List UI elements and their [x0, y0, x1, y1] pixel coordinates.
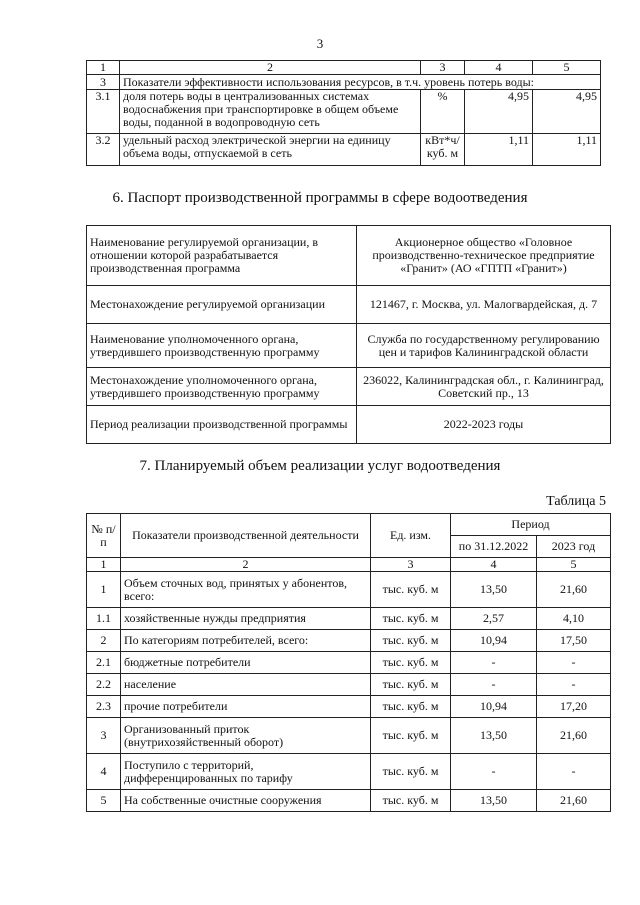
- passport-table: [86, 225, 611, 444]
- col-number: 4: [465, 61, 533, 75]
- col-number: 1: [87, 558, 121, 572]
- table-head-row: [87, 514, 611, 536]
- section-title: Показатели эффективности использования ресурсов, в т.ч. уровень потерь воды:: [120, 75, 601, 90]
- column-number-row: [87, 558, 611, 572]
- table-row: [87, 134, 601, 166]
- passport-value: 236022, Калининградская обл., г. Калининград, Советский пр., 13: [357, 368, 611, 406]
- row-unit: кВт*ч/ куб. м: [421, 134, 465, 166]
- table-row: [87, 652, 611, 674]
- row-value: 4,95: [465, 90, 533, 134]
- col-number: 5: [537, 558, 611, 572]
- passport-value: Акционерное общество «Головное производственно-техническое предприятие «Гранит» (АО «ГПТП «Гранит»): [357, 226, 611, 286]
- col-number: 1: [87, 61, 120, 75]
- row-unit: тыс. куб. м: [371, 696, 451, 718]
- row-value: -: [537, 652, 611, 674]
- section-6-title: 6. Паспорт производственной программы в сфере водоотведения: [112, 190, 528, 206]
- table-row: [87, 572, 611, 608]
- row-number: 2.3: [87, 696, 121, 718]
- row-name: прочие потребители: [121, 696, 371, 718]
- table-row: [87, 608, 611, 630]
- row-value: 17,50: [537, 630, 611, 652]
- page-number: 3: [316, 36, 324, 51]
- row-value: 21,60: [537, 790, 611, 812]
- row-number: 5: [87, 790, 121, 812]
- row-name: удельный расход электрической энергии на единицу объема воды, отпускаемой в сеть: [120, 134, 421, 166]
- row-number: 3.2: [87, 134, 120, 166]
- head-unit: Ед. изм.: [371, 514, 451, 558]
- efficiency-table: [86, 60, 601, 166]
- row-value: 2,57: [451, 608, 537, 630]
- table-row: [87, 674, 611, 696]
- row-value: 13,50: [451, 718, 537, 754]
- passport-row: [87, 226, 611, 286]
- passport-row: [87, 406, 611, 444]
- passport-label: Период реализации производственной программы: [87, 406, 357, 444]
- table-row: [87, 718, 611, 754]
- row-number: 3: [87, 75, 120, 90]
- passport-row: [87, 286, 611, 324]
- row-value: -: [451, 674, 537, 696]
- passport-label: Наименование регулируемой организации, в отношении которой разрабатывается производственная программа: [87, 226, 357, 286]
- row-value: 21,60: [537, 718, 611, 754]
- row-number: 1.1: [87, 608, 121, 630]
- row-unit: тыс. куб. м: [371, 608, 451, 630]
- col-number: 3: [371, 558, 451, 572]
- row-value: 4,10: [537, 608, 611, 630]
- head-period: Период: [451, 514, 611, 536]
- row-value: 4,95: [533, 90, 601, 134]
- row-value: 10,94: [451, 696, 537, 718]
- head-number: № п/п: [87, 514, 121, 558]
- volume-table: [86, 513, 611, 812]
- passport-value: 2022-2023 годы: [357, 406, 611, 444]
- row-number: 1: [87, 572, 121, 608]
- row-unit: тыс. куб. м: [371, 754, 451, 790]
- row-number: 2.1: [87, 652, 121, 674]
- row-number: 4: [87, 754, 121, 790]
- row-value: 10,94: [451, 630, 537, 652]
- table-row: [87, 630, 611, 652]
- col-number: 4: [451, 558, 537, 572]
- row-value: 13,50: [451, 572, 537, 608]
- head-period-2: 2023 год: [537, 536, 611, 558]
- passport-label: Наименование уполномоченного органа, утвердившего производственную программу: [87, 324, 357, 368]
- row-name: На собственные очистные сооружения: [121, 790, 371, 812]
- table-row: [87, 90, 601, 134]
- row-unit: %: [421, 90, 465, 134]
- table-header-row: [87, 61, 601, 75]
- row-value: 17,20: [537, 696, 611, 718]
- row-number: 3.1: [87, 90, 120, 134]
- col-number: 5: [533, 61, 601, 75]
- table-row: [87, 754, 611, 790]
- row-name: По категориям потребителей, всего:: [121, 630, 371, 652]
- row-number: 2.2: [87, 674, 121, 696]
- row-value: 1,11: [533, 134, 601, 166]
- row-unit: тыс. куб. м: [371, 718, 451, 754]
- row-number: 3: [87, 718, 121, 754]
- row-unit: тыс. куб. м: [371, 674, 451, 696]
- passport-label: Местонахождение регулируемой организации: [87, 286, 357, 324]
- row-value: -: [451, 652, 537, 674]
- row-unit: тыс. куб. м: [371, 790, 451, 812]
- row-name: Объем сточных вод, принятых у абонентов, всего:: [121, 572, 371, 608]
- row-value: -: [451, 754, 537, 790]
- passport-value: Служба по государственному регулированию цен и тарифов Калининградской области: [357, 324, 611, 368]
- head-name: Показатели производственной деятельности: [121, 514, 371, 558]
- row-value: 21,60: [537, 572, 611, 608]
- row-value: 13,50: [451, 790, 537, 812]
- table-row: [87, 696, 611, 718]
- passport-label: Местонахождение уполномоченного органа, утвердившего производственную программу: [87, 368, 357, 406]
- row-unit: тыс. куб. м: [371, 652, 451, 674]
- row-number: 2: [87, 630, 121, 652]
- row-name: население: [121, 674, 371, 696]
- row-name: хозяйственные нужды предприятия: [121, 608, 371, 630]
- row-unit: тыс. куб. м: [371, 630, 451, 652]
- row-unit: тыс. куб. м: [371, 572, 451, 608]
- row-value: -: [537, 754, 611, 790]
- col-number: 2: [120, 61, 421, 75]
- row-name: Поступило с территорий, дифференцированных по тарифу: [121, 754, 371, 790]
- section-row: [87, 75, 601, 90]
- row-value: -: [537, 674, 611, 696]
- row-name: Организованный приток (внутрихозяйственный оборот): [121, 718, 371, 754]
- passport-row: [87, 324, 611, 368]
- row-value: 1,11: [465, 134, 533, 166]
- row-name: бюджетные потребители: [121, 652, 371, 674]
- table-row: [87, 790, 611, 812]
- col-number: 3: [421, 61, 465, 75]
- passport-value: 121467, г. Москва, ул. Малогвардейская, д. 7: [357, 286, 611, 324]
- passport-row: [87, 368, 611, 406]
- head-period-1: по 31.12.2022: [451, 536, 537, 558]
- table-label: Таблица 5: [546, 494, 606, 509]
- section-7-title: 7. Планируемый объем реализации услуг водоотведения: [139, 458, 501, 474]
- col-number: 2: [121, 558, 371, 572]
- row-name: доля потерь воды в централизованных системах водоснабжения при транспортировке в общем объеме воды, поданной в водопроводную сеть: [120, 90, 421, 134]
